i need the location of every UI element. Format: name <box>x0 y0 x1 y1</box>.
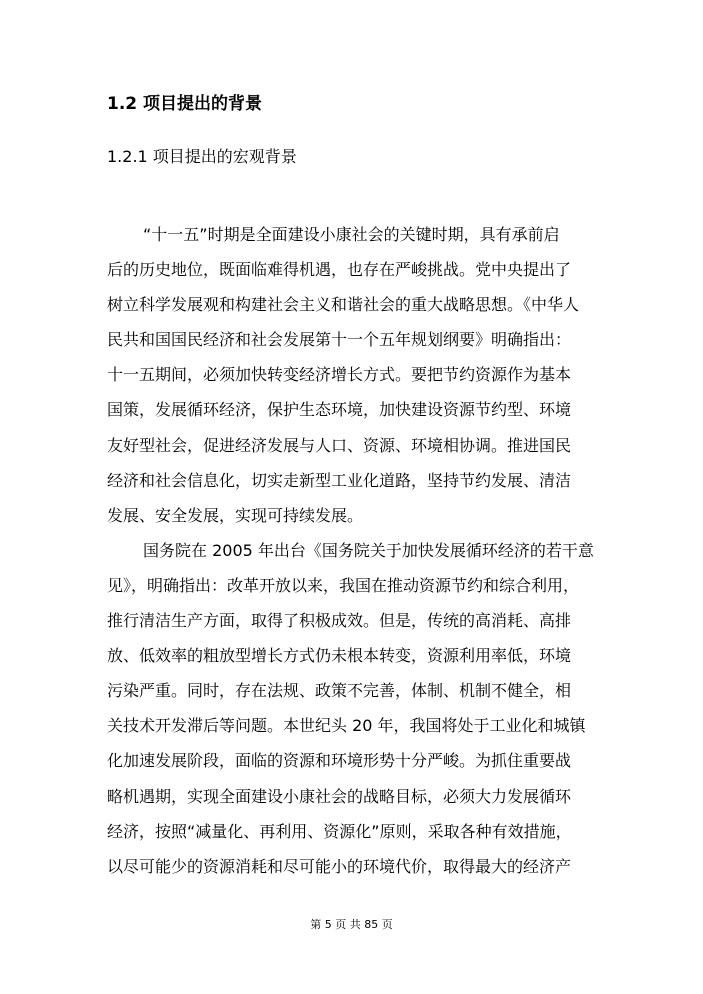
paragraph-line: 民共和国国民经济和社会发展第十一个五年规划纲要》明确指出： <box>107 330 572 350</box>
paragraph-line: 以尽可能少的资源消耗和尽可能小的环境代价，取得最大的经济产 <box>107 856 572 876</box>
paragraph-line: 放、低效率的粗放型增长方式仍未根本转变，资源利用率低，环境 <box>107 646 572 666</box>
subsection-heading: 1.2.1 项目提出的宏观背景 <box>107 147 297 166</box>
paragraph-line: 国策，发展循环经济，保护生态环境，加快建设资源节约型、环境 <box>107 400 572 420</box>
paragraph-line: “十一五”时期是全面建设小康社会的关键时期，具有承前启 <box>143 225 560 244</box>
paragraph-line: 十一五期间，必须加快转变经济增长方式。要把节约资源作为基本 <box>107 365 572 385</box>
paragraph-line: 友好型社会，促进经济发展与人口、资源、环境相协调。推进国民 <box>107 435 572 455</box>
section-heading: 1.2 项目提出的背景 <box>107 94 263 114</box>
body-text <box>107 224 607 891</box>
paragraph-line: 见》，明确指出：改革开放以来，我国在推动资源节约和综合利用， <box>107 575 580 595</box>
paragraph-line: 发展、安全发展，实现可持续发展。 <box>107 505 364 525</box>
paragraph-line: 化加速发展阶段，面临的资源和环境形势十分严峻。为抓住重要战 <box>107 751 572 771</box>
paragraph-line: 略机遇期，实现全面建设小康社会的战略目标，必须大力发展循环 <box>107 786 572 806</box>
page-number-footer: 第 5 页 共 85 页 <box>310 918 393 931</box>
paragraph-line: 经济，按照“减量化、再利用、资源化”原则，采取各种有效措施， <box>107 821 572 841</box>
paragraph-line: 国务院在 2005 年出台《国务院关于加快发展循环经济的若干意 <box>143 540 594 560</box>
paragraph-line: 污染严重。同时，存在法规、政策不完善，体制、机制不健全，相 <box>107 681 572 701</box>
paragraph-line: 经济和社会信息化，切实走新型工业化道路，坚持节约发展、清洁 <box>107 470 572 490</box>
paragraph-line: 树立科学发展观和构建社会主义和谐社会的重大战略思想。《中华人 <box>107 295 580 315</box>
paragraph-line: 后的历史地位，既面临难得机遇，也存在严峻挑战。党中央提出了 <box>107 260 572 280</box>
paragraph-line: 关技术开发滞后等问题。本世纪头 20 年，我国将处于工业化和城镇 <box>107 716 586 736</box>
paragraph-line: 推行清洁生产方面，取得了积极成效。但是，传统的高消耗、高排 <box>107 611 572 631</box>
